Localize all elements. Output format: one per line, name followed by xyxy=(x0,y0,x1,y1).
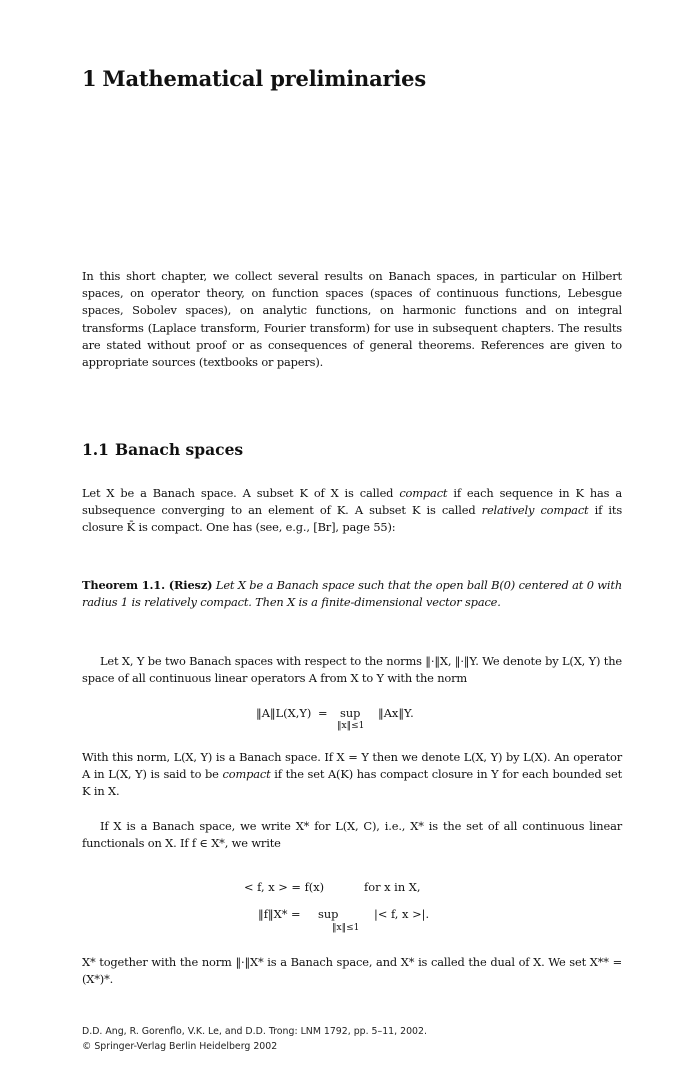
chapter-number: 1 xyxy=(82,66,97,91)
defined-term: compact xyxy=(399,486,448,500)
equation-dual-lhs: ‖f‖X* = xyxy=(258,907,301,921)
defined-term: relatively compact xyxy=(481,503,589,518)
equation-dual-rhs: |< f, x >|. xyxy=(374,907,430,921)
paragraph-bidual: X* together with the norm ‖·‖X* is a Banach space, and X* is called the dual of X. We set X** = (X*)*. xyxy=(82,955,622,987)
paragraph-text: With this norm, L(X, Y) is a Banach space. If X = Y then we denote L(X, Y) by L(X). An operator A in L(X, Y) is said to be xyxy=(82,750,622,782)
chapter-title-text: Mathematical preliminaries xyxy=(102,66,426,91)
equation-dual-subscript: ‖x‖≤1 xyxy=(332,923,360,933)
paragraph-text: if each sequence in K has a subsequence converging to an element of K. A subset K is called xyxy=(82,486,622,518)
equation-rhs: ‖Ax‖Y. xyxy=(378,706,414,720)
equation-lhs: ‖A‖L(X,Y) xyxy=(256,706,312,720)
theorem-body: Let X be a Banach space such that the open ball B(0) centered at 0 with radius 1 is relatively compact. Then X is a finite-dimensional vector space. xyxy=(82,578,622,610)
chapter-title xyxy=(82,66,426,91)
paragraph-compact-operator xyxy=(82,749,622,801)
equation-pairing-domain: for x in X, xyxy=(364,880,421,894)
paragraph-operators: Let X, Y be two Banach spaces with respect to the norms ‖·‖X, ‖·‖Y. We denote by L(X, Y) the space of all continuous linear operators A from X to Y with the norm xyxy=(82,654,622,686)
equation-subscript: ‖x‖≤1 xyxy=(337,721,365,731)
theorem-label: Theorem 1.1. (Riesz) xyxy=(82,578,213,592)
section-number: 1.1 xyxy=(82,440,109,459)
section-title xyxy=(82,440,243,459)
theorem-riesz xyxy=(82,577,622,611)
footer-citation: D.D. Ang, R. Gorenflo, V.K. Le, and D.D. Trong: LNM 1792, pp. 5–11, 2002. xyxy=(82,1026,427,1037)
equation-pairing: < f, x > = f(x) xyxy=(244,880,325,894)
equation-equals: = xyxy=(318,706,328,720)
paragraph-text: if the set A(K) has compact closure in Y for each bounded set K in X. xyxy=(82,767,622,799)
paragraph-dual-space: If X is a Banach space, we write X* for L(X, C), i.e., X* is the set of all continuous linear functionals on X. If f ∈ X*, we write xyxy=(82,819,622,851)
equation-sup: sup xyxy=(340,706,361,720)
footer-copyright: © Springer-Verlag Berlin Heidelberg 2002 xyxy=(82,1041,278,1052)
paragraph-text: if its closure K̄ is compact. One has (see, e.g., [Br], page 55): xyxy=(82,503,623,535)
intro-paragraph: In this short chapter, we collect several results on Banach spaces, in particular on Hilbert spaces, on operator theory, on function spaces (spaces of continuous functions, Lebesgue spaces, Sobolev spaces), on analytic functions, on harmonic functions and on integral transforms (Laplace transform, Fourier transform) for use in subsequent chapters. The results are stated without proof or as consequences of general theorems. References are given to appropriate sources (textbooks or papers). xyxy=(82,269,622,370)
defined-term: compact xyxy=(222,767,271,782)
paragraph-text: Let X be a Banach space. A subset K of X is called xyxy=(82,486,400,500)
page-footer xyxy=(82,1024,642,1054)
section-title-text: Banach spaces xyxy=(114,440,244,459)
paragraph-compactness xyxy=(82,485,622,537)
equation-dual-sup: sup xyxy=(318,907,339,921)
